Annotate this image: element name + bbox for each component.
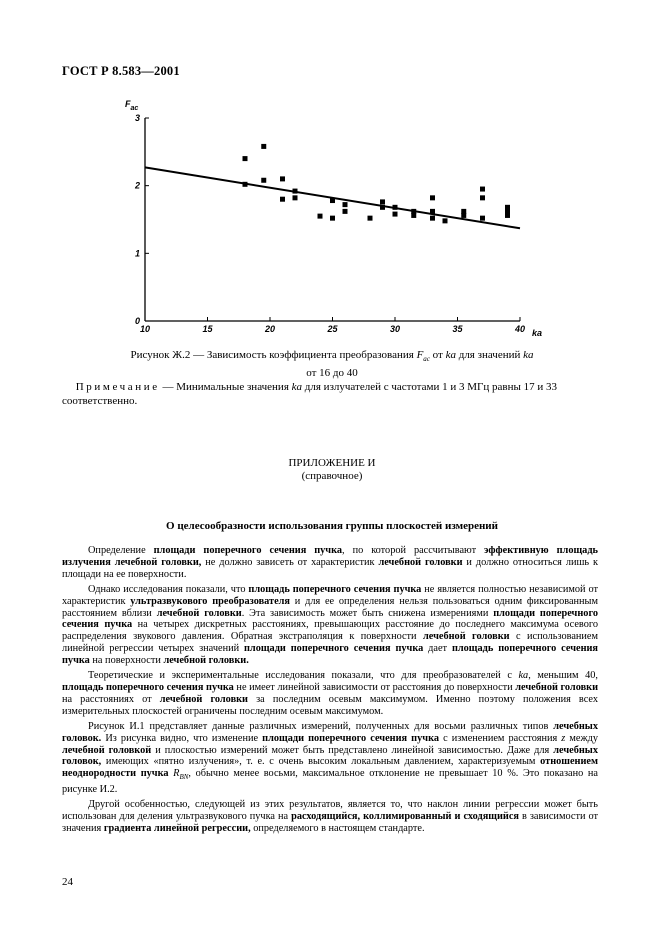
x-axis-label: ka bbox=[532, 328, 543, 337]
data-point bbox=[280, 197, 285, 202]
y-axis-label: $F_{ac}$ bbox=[125, 99, 139, 112]
x-tick-label: 35 bbox=[452, 324, 463, 334]
paragraph-1: Определение площади поперечного сечения пучка, по которой рассчитывают эффективную площадь излучения лечебной головки, не должно зависеть от характеристик лечебной головки и должно относиться лишь к площади на ее поверхности. bbox=[62, 545, 598, 580]
y-tick-label: 0 bbox=[134, 316, 140, 326]
data-point bbox=[261, 178, 266, 183]
data-point bbox=[480, 187, 485, 192]
data-point bbox=[343, 202, 348, 207]
data-point bbox=[243, 156, 248, 161]
x-tick-label: 15 bbox=[202, 324, 213, 334]
appendix-title: ПРИЛОЖЕНИЕ И bbox=[288, 457, 376, 469]
x-tick-label: 20 bbox=[264, 324, 276, 334]
data-point bbox=[330, 216, 335, 221]
figure-caption: Рисунок Ж.2 — Зависимость коэффициента преобразования $F_{ac}$ от ka для значений ka от 16 до 40 bbox=[130, 349, 534, 380]
data-point bbox=[480, 216, 485, 221]
x-tick-label: 10 bbox=[139, 324, 151, 334]
x-tick-label: 40 bbox=[514, 324, 526, 334]
appendix-heading bbox=[62, 457, 602, 483]
y-tick-label: 2 bbox=[134, 180, 140, 191]
data-point bbox=[393, 212, 398, 217]
chart-points bbox=[243, 144, 511, 223]
paragraph-5: Другой особенностью, следующей из этих результатов, является то, что наклон линии регрессии может быть использован для деления ультразвукового пучка на расходящийся, коллимированный и сходящийся в зависимости от значения градиента линейной регрессии, определяемого в настоящем стандарте. bbox=[62, 799, 598, 834]
data-point bbox=[461, 213, 466, 218]
data-point bbox=[280, 176, 285, 181]
body-text bbox=[62, 545, 598, 835]
data-point bbox=[411, 213, 416, 218]
y-tick-label: 1 bbox=[134, 248, 140, 259]
document-header: ГОСТ Р 8.583—2001 bbox=[62, 64, 180, 78]
x-tick-label: 30 bbox=[389, 324, 401, 334]
data-point bbox=[380, 199, 385, 204]
scatter-chart bbox=[100, 92, 550, 337]
data-point bbox=[430, 195, 435, 200]
data-point bbox=[318, 214, 323, 219]
data-point bbox=[443, 218, 448, 223]
data-point bbox=[505, 213, 510, 218]
chart-ticks bbox=[134, 113, 525, 334]
data-point bbox=[343, 209, 348, 214]
paragraph-3: Теоретические и экспериментальные исследования показали, что для преобразователей с ka, меньшим 40, площадь поперечного сечения пучка не имеет линейной зависимости от расстояния до поверхности лечебной головки на расстояниях от лечебной головки за последним осевым максимумом. Именно поэтому положения всех измерительных плоскостей ограничены последним осевым максимумом. bbox=[62, 670, 599, 717]
section-title: О целесообразности использования группы плоскостей измерений bbox=[166, 520, 498, 532]
data-point bbox=[293, 195, 298, 200]
data-point bbox=[480, 195, 485, 200]
figure-note: Примечание — Минимальные значения ka для излучателей с частотами 1 и 3 МГц равны 17 и 33 соответственно. bbox=[62, 381, 557, 407]
data-point bbox=[430, 216, 435, 221]
x-tick-label: 25 bbox=[327, 324, 338, 334]
y-tick-label: 3 bbox=[134, 113, 140, 123]
page-number: 24 bbox=[62, 876, 73, 888]
appendix-subtitle: (справочное) bbox=[301, 470, 363, 482]
paragraph-4: Рисунок И.1 представляет данные различных измерений, полученных для восьми различных типов лечебных головок. Из рисунка видно, что изменение площади поперечного сечения пучка с изменением расстояния z между лечебной головкой и плоскостью измерений может быть представлено линейной зависимостью. Даже для лечебных головок, имеющих «пятно излучения», т. е. с очень высоким локальным давлением, характеризуемым отношением неоднородности пучка $R_{BN}$, обычно менее восьми, максимальное отклонение не превышает 10 %. Это показано на рисунке И.2. bbox=[62, 720, 598, 796]
data-point bbox=[368, 216, 373, 221]
paragraph-2: Однако исследования показали, что площадь поперечного сечения пучка не является полностью независимой от характеристик ультразвукового преобразователя и для ее определения нельзя пользоваться одним фиксированным расстоянием вблизи лечебной головки. Эта зависимость может быть снижена измерениями площади поперечного сечения пучка на четырех дискретных расстояниях, превышающих расстояние до последнего максимума осевого распределения звукового давления. Обратная экстраполяция к поверхности лечебной головки с использованием линейной регрессии четырех значений площади поперечного сечения пучка дает площадь поперечного сечения пучка на поверхности лечебной головки. bbox=[62, 583, 599, 667]
data-point bbox=[261, 144, 266, 149]
